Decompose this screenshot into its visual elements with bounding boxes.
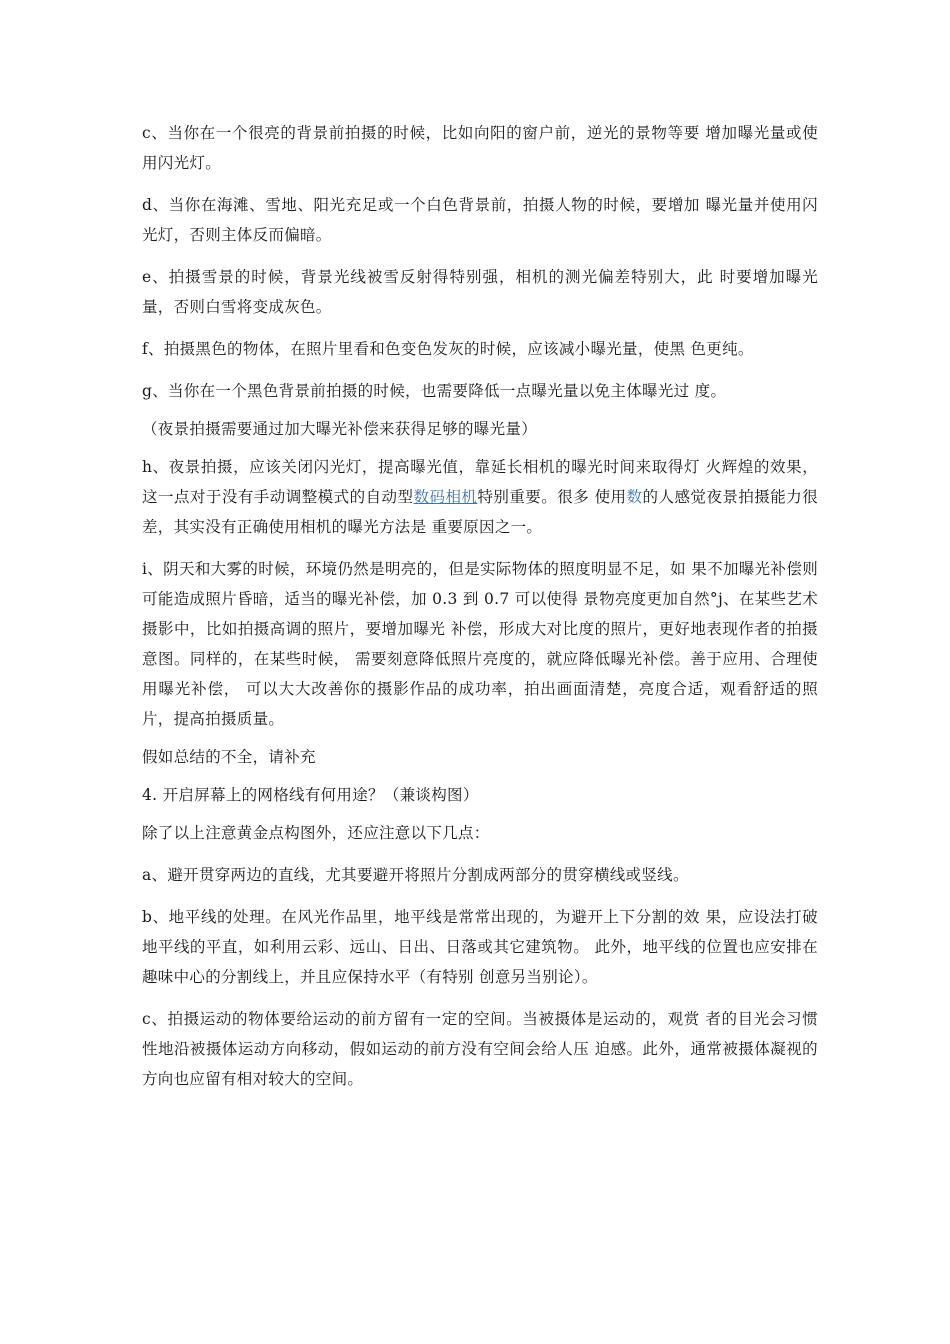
paragraph-d: d、当你在海滩、雪地、阳光充足或一个白色背景前，拍摄人物的时候，要增加 曝光量并使用闪光灯，否则主体反而偏暗。 — [142, 196, 818, 244]
section-heading-4: 4. 开启屏幕上的网格线有何用途？（兼谈构图） — [142, 786, 479, 804]
paragraph-i: i、阴天和大雾的时候，环境仍然是明亮的，但是实际物体的照度明显不足，如 果不加曝光补偿则可能造成照片昏暗，适当的曝光补偿，加 0.3 到 0.7 可以使得 景物亮度更加自然°j、在某些艺术摄影中，比如拍摄高调的照片，要增加曝光 补偿，形成大对比度的照片，更好地表现作者的拍摄意图。同样的，在某些时候， 需要刻意降低照片亮度的，就应降低曝光补偿。善于应用、合理使用曝光补偿， 可以大大改善你的摄影作品的成功率，拍出画面清楚，亮度合适，观看舒适的照 片，提高拍摄质量。 — [142, 560, 818, 728]
paragraph-h-text-3: 的人感觉夜景拍摄能力很差，其实没有正确使用相机的曝光方法是 重要原因之一。 — [142, 488, 818, 536]
paragraph-b: b、地平线的处理。在风光作品里，地平线是常常出现的，为避开上下分割的效 果，应设法打破地平线的平直，如利用云彩、远山、日出、日落或其它建筑物。 此外，地平线的位置也应安排在趣味中心的分割线上，并且应保持水平（有特别 创意另当别论）。 — [142, 908, 818, 986]
document-page — [142, 118, 818, 1106]
paragraph-a: a、避开贯穿两边的直线，尤其要避开将照片分割成两部分的贯穿横线或竖线。 — [142, 866, 689, 884]
paragraph-h-text-2: 特别重要。很多 使用 — [477, 488, 627, 506]
paragraph-c2: c、拍摄运动的物体要给运动的前方留有一定的空间。当被摄体是运动的，观赏 者的目光会习惯性地沿被摄体运动方向移动，假如运动的前方没有空间会给人压 迫感。此外，通常被摄体凝视的方向也应留有相对较大的空间。 — [142, 1010, 818, 1088]
paragraph-h — [142, 452, 818, 542]
paragraph-f: f、拍摄黑色的物体，在照片里看和色变色发灰的时候，应该减小曝光量，使黑 色更纯。 — [142, 340, 754, 358]
composition-intro: 除了以上注意黄金点构图外，还应注意以下几点： — [142, 824, 490, 842]
digital-link[interactable]: 数 — [626, 488, 643, 506]
paragraph-c: c、当你在一个很亮的背景前拍摄的时候，比如向阳的窗户前，逆光的景物等要 增加曝光量或使用闪光灯。 — [142, 124, 818, 172]
supplement-request: 假如总结的不全，请补充 — [142, 748, 316, 766]
night-scene-note: （夜景拍摄需要通过加大曝光补偿来获得足够的曝光量） — [142, 420, 538, 438]
digital-camera-link[interactable]: 数码相机 — [413, 488, 478, 506]
paragraph-e: e、拍摄雪景的时候，背景光线被雪反射得特别强，相机的测光偏差特别大，此 时要增加曝光量，否则白雪将变成灰色。 — [142, 268, 818, 316]
paragraph-g: g、当你在一个黑色背景前拍摄的时候，也需要降低一点曝光量以免主体曝光过 度。 — [142, 382, 727, 400]
paragraph-h-text-1: h、夜景拍摄，应该关闭闪光灯，提高曝光值，靠延长相机的曝光时间来取得灯 火辉煌的效果，这一点对于没有手动调整模式的自动型 — [142, 458, 818, 506]
